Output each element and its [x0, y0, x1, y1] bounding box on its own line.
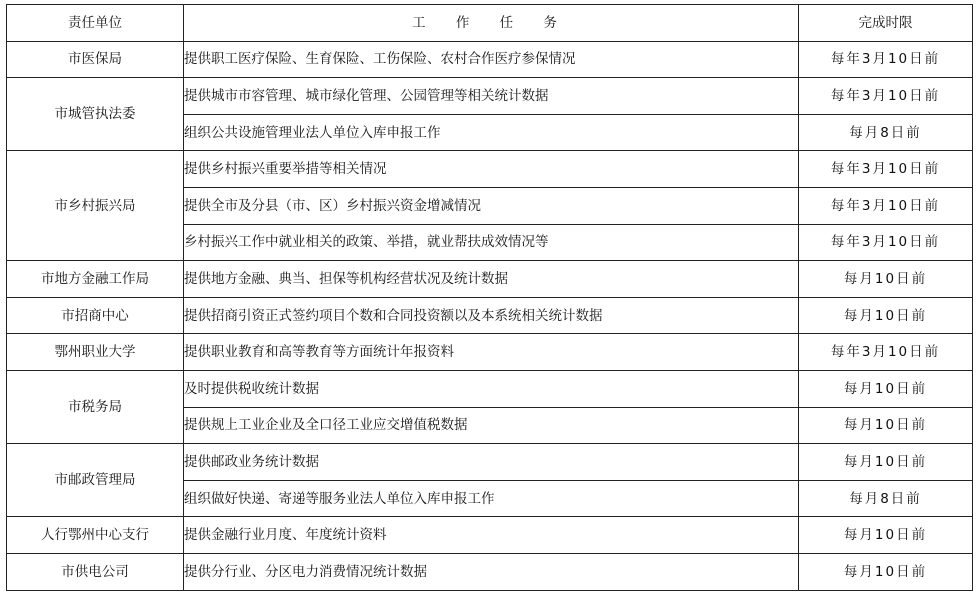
table-row	[7, 297, 973, 334]
table-row	[7, 517, 973, 554]
deadline-cell: 每月8日前	[799, 480, 973, 517]
unit-cell: 市税务局	[7, 370, 184, 443]
task-cell: 提供城市市容管理、城市绿化管理、公园管理等相关统计数据	[184, 78, 799, 115]
deadline-cell: 每月10日前	[799, 407, 973, 444]
deadline-cell: 每年3月10日前	[799, 224, 973, 261]
deadline-cell: 每年3月10日前	[799, 78, 973, 115]
task-cell: 提供职业教育和高等教育等方面统计年报资料	[184, 334, 799, 371]
table-row	[7, 151, 973, 188]
task-cell: 提供邮政业务统计数据	[184, 444, 799, 481]
unit-cell: 市医保局	[7, 41, 184, 78]
unit-cell: 市供电公司	[7, 553, 184, 590]
table-row	[7, 41, 973, 78]
table-row	[7, 370, 973, 407]
table-row	[7, 334, 973, 371]
table-row	[7, 261, 973, 298]
deadline-cell: 每年3月10日前	[799, 334, 973, 371]
table-row	[7, 444, 973, 481]
header-row	[7, 5, 973, 42]
deadline-cell: 每月10日前	[799, 444, 973, 481]
deadline-cell: 每年3月10日前	[799, 187, 973, 224]
table-row	[7, 78, 973, 115]
deadline-cell: 每年3月10日前	[799, 151, 973, 188]
task-cell: 提供地方金融、典当、担保等机构经营状况及统计数据	[184, 261, 799, 298]
unit-cell: 市招商中心	[7, 297, 184, 334]
header-task: 工 作 任 务	[184, 5, 799, 42]
deadline-cell: 每月10日前	[799, 261, 973, 298]
deadline-cell: 每月10日前	[799, 553, 973, 590]
responsibility-table	[6, 4, 973, 591]
task-cell: 提供规上工业企业及全口径工业应交增值税数据	[184, 407, 799, 444]
task-cell: 组织公共设施管理业法人单位入库申报工作	[184, 114, 799, 151]
header-unit: 责任单位	[7, 5, 184, 42]
task-cell: 及时提供税收统计数据	[184, 370, 799, 407]
deadline-cell: 每月10日前	[799, 297, 973, 334]
unit-cell: 市乡村振兴局	[7, 151, 184, 261]
task-cell: 组织做好快递、寄递等服务业法人单位入库申报工作	[184, 480, 799, 517]
unit-cell: 市地方金融工作局	[7, 261, 184, 298]
task-cell: 提供乡村振兴重要举措等相关情况	[184, 151, 799, 188]
task-cell: 提供职工医疗保险、生育保险、工伤保险、农村合作医疗参保情况	[184, 41, 799, 78]
unit-cell: 市邮政管理局	[7, 444, 184, 517]
task-cell: 乡村振兴工作中就业相关的政策、举措，就业帮扶成效情况等	[184, 224, 799, 261]
deadline-cell: 每月10日前	[799, 517, 973, 554]
deadline-cell: 每年3月10日前	[799, 41, 973, 78]
table-body	[7, 41, 973, 590]
deadline-cell: 每月10日前	[799, 370, 973, 407]
task-cell: 提供招商引资正式签约项目个数和合同投资额以及本系统相关统计数据	[184, 297, 799, 334]
unit-cell: 鄂州职业大学	[7, 334, 184, 371]
task-cell: 提供金融行业月度、年度统计资料	[184, 517, 799, 554]
deadline-cell: 每月8日前	[799, 114, 973, 151]
unit-cell: 人行鄂州中心支行	[7, 517, 184, 554]
header-deadline: 完成时限	[799, 5, 973, 42]
table-row	[7, 553, 973, 590]
task-cell: 提供分行业、分区电力消费情况统计数据	[184, 553, 799, 590]
task-cell: 提供全市及分县（市、区）乡村振兴资金增减情况	[184, 187, 799, 224]
unit-cell: 市城管执法委	[7, 78, 184, 151]
